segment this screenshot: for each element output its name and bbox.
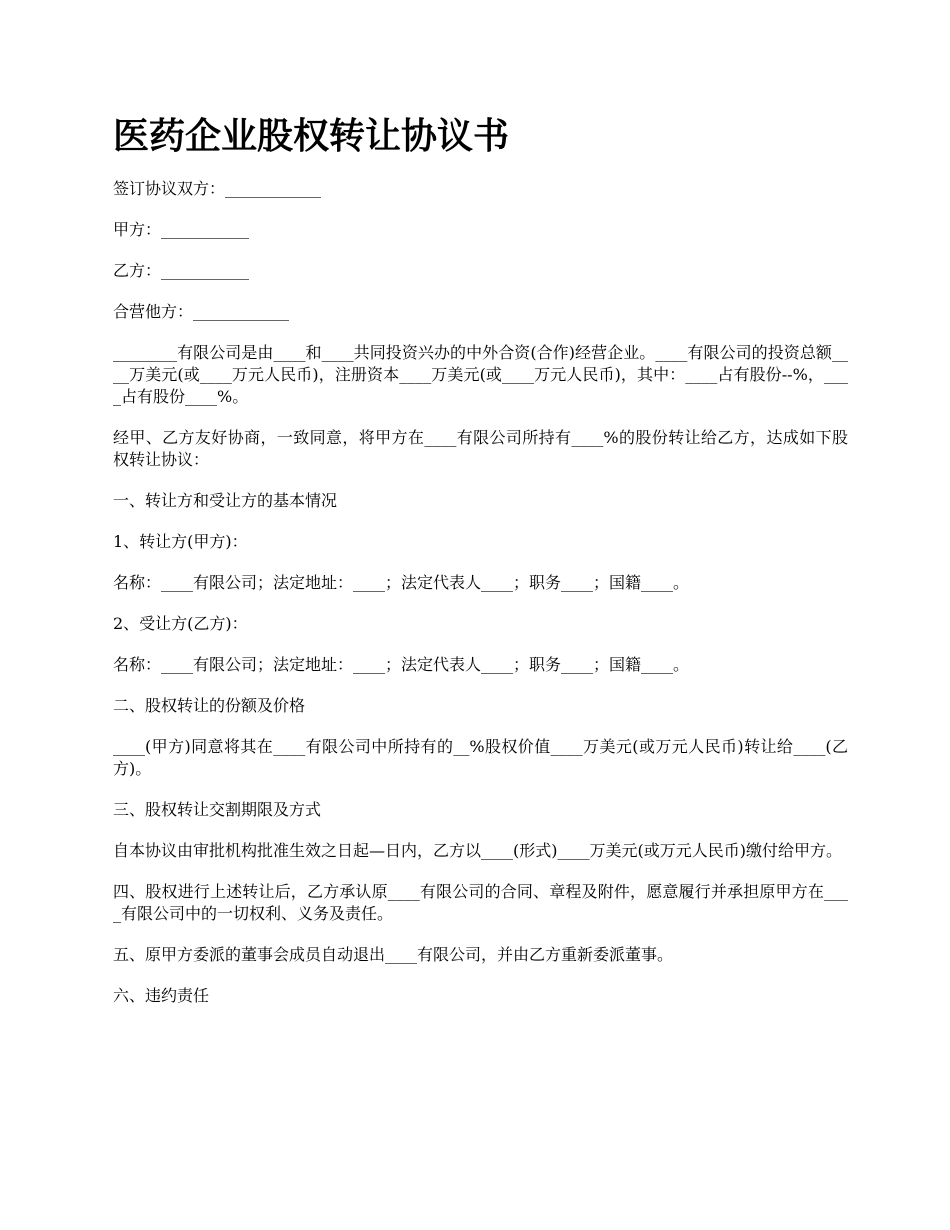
section-heading-1: 一、转让方和受让方的基本情况 bbox=[113, 491, 338, 510]
signing-parties-line: 签订协议双方：____________ bbox=[113, 179, 322, 198]
delivery-paragraph: 自本协议由审批机构批准生效之日起—日内，乙方以____(形式)____万美元(或万元人民币)缴付给甲方。 bbox=[113, 841, 842, 860]
agreement-intro-paragraph: 经甲、乙方友好协商，一致同意，将甲方在____有限公司所持有____%的股份转让给乙方，达成如下股权转让协议： bbox=[113, 428, 848, 469]
section-5-paragraph: 五、原甲方委派的董事会成员自动退出____有限公司，并由乙方重新委派董事。 bbox=[113, 945, 674, 964]
transferee-details: 名称：____有限公司；法定地址：____；法定代表人____；职务____；国籍____。 bbox=[113, 655, 690, 674]
party-a-line: 甲方：___________ bbox=[113, 220, 250, 239]
transferor-heading: 1、转让方(甲方)： bbox=[113, 532, 248, 551]
section-heading-2: 二、股权转让的份额及价格 bbox=[113, 696, 306, 715]
section-heading-3: 三、股权转让交割期限及方式 bbox=[113, 800, 322, 819]
transferor-details: 名称：____有限公司；法定地址：____；法定代表人____；职务____；国籍____。 bbox=[113, 573, 690, 592]
section-4-paragraph: 四、股权进行上述转让后，乙方承认原____有限公司的合同、章程及附件，愿意履行并承担原甲方在____有限公司中的一切权利、义务及责任。 bbox=[113, 882, 848, 923]
transferee-heading: 2、受让方(乙方)： bbox=[113, 614, 248, 633]
document-page bbox=[113, 112, 848, 1026]
other-party-line: 合营他方：____________ bbox=[113, 302, 290, 321]
share-price-paragraph: ____(甲方)同意将其在____有限公司中所持有的__%股权价值____万美元(或万元人民币)转让给____(乙方)。 bbox=[113, 737, 848, 778]
party-b-line: 乙方：___________ bbox=[113, 261, 250, 280]
document-title: 医药企业股权转让协议书 bbox=[113, 116, 510, 157]
company-intro-paragraph: ________有限公司是由____和____共同投资兴办的中外合资(合作)经营企业。____有限公司的投资总额____万美元(或____万元人民币)，注册资本____万美元(或____万元人民币)，其中：____占有股份--%，____占有股份____%。 bbox=[113, 343, 848, 406]
section-heading-6: 六、违约责任 bbox=[113, 986, 210, 1005]
